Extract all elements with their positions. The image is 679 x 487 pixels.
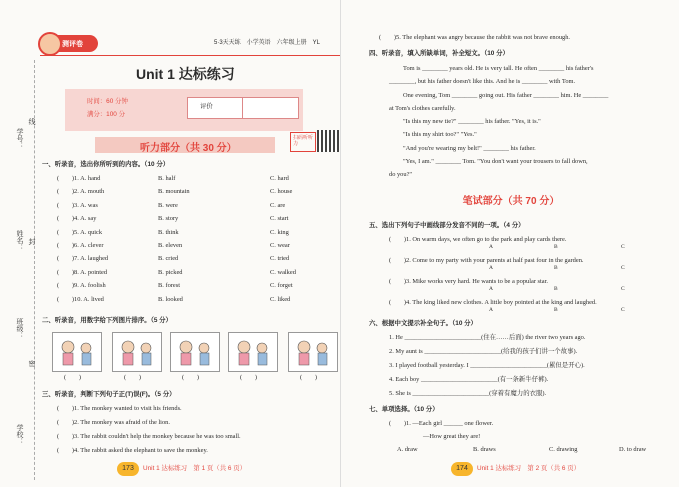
q7-item-1-reply: —How great they are!: [423, 433, 481, 440]
q1-row-1-b: B. half: [158, 175, 176, 182]
listening-section-bar: [95, 137, 275, 153]
q1-row-5-c: C. king: [270, 228, 289, 236]
side-label-seal: 封: [28, 238, 35, 245]
q7-heading: 七、单项选择。（10 分）: [369, 406, 439, 413]
page-number-left: 173: [117, 462, 139, 476]
q2-answer-blank-3[interactable]: ( ): [182, 374, 200, 381]
q1-heading: 一、听录音，选出你所听到的内容。（10 分）: [42, 161, 170, 168]
q7-option-b: B. draws: [473, 446, 496, 453]
qr-code-icon[interactable]: [317, 130, 339, 152]
q5-item-2-label-1: B: [554, 265, 558, 271]
q1-row-7-num: ( )7. A. laughed: [57, 255, 109, 263]
q1-row-3-c: C. are: [270, 201, 286, 209]
q2-picture-1: [52, 332, 102, 372]
score-label: 满分：100 分: [87, 111, 126, 118]
q7-option-c: C. drawing: [549, 446, 578, 453]
q4-heading: 四、听录音，填入所缺单词，补全短文。（10 分）: [369, 50, 509, 57]
q1-row-8-num: ( )8. A. pointed: [57, 268, 108, 276]
q5-item-1-label-2: C: [621, 244, 625, 250]
q1-row-1-c: C. hard: [270, 175, 289, 182]
side-label-school: 学校：: [16, 424, 23, 445]
q1-row-1-num: ( )1. A. hand: [57, 175, 101, 182]
q1-row-8-b: B. picked: [158, 268, 183, 276]
q1-row-2-b: B. mountain: [158, 188, 190, 196]
q1-row-4-b: B. story: [158, 215, 179, 223]
q1-row-10-b: B. looked: [158, 295, 183, 303]
q4-line-8: "Yes, I am." ________ Tom. "You don't want your trousers to fall down,: [403, 158, 588, 165]
q7-option-a: A. draw: [397, 446, 418, 453]
q5-item-4-label-1: B: [554, 307, 558, 313]
q1-row-10-c: C. liked: [270, 295, 291, 303]
page-title: Unit 1 达标练习: [136, 66, 235, 82]
q1-row-7-b: B. cried: [158, 255, 179, 263]
q3-item-5: ( )5. The elephant was angry because the rabbit was not brave enough.: [379, 34, 571, 41]
q5-item-3-label-0: A: [489, 286, 493, 292]
q5-item-3-label-1: B: [554, 286, 558, 292]
q1-row-9-num: ( )9. A. foolish: [57, 282, 106, 290]
q6-item-1: 1. He ________________________(住在……后面) the river two years ago.: [389, 334, 586, 341]
q2-heading: 二、听录音，用数字给下列图片排序。（5 分）: [42, 317, 172, 324]
q3-heading: 三、听录音，判断下列句子正(T)误(F)。（5 分）: [42, 391, 176, 398]
q2-picture-5: [288, 332, 338, 372]
q4-line-7: "And you're wearing my belt!" ________ his father.: [403, 145, 536, 152]
q4-line-5: "Is this my new tie?" ________ his father. "Yes, it is.": [403, 118, 541, 125]
q6-item-2: 2. My aunt is ________________________(给我的孩子们讲一个故事).: [389, 348, 578, 355]
q4-line-9: do you?": [389, 171, 413, 178]
q1-row-2-c: C. house: [270, 188, 293, 196]
listening-section-title: 听力部分（共 30 分）: [140, 143, 237, 154]
q1-row-3-b: B. were: [158, 201, 178, 209]
info-box: [65, 89, 303, 131]
written-section-bar: [441, 192, 581, 208]
q5-item-1: ( )1. On warm days, we often go to the park and play cards there.: [389, 236, 567, 243]
series-label: 5·3天天练 小学英语 六年级上册 YL: [214, 40, 321, 46]
q1-row-4-num: ( )4. A. say: [57, 215, 97, 223]
q7-item-1: ( )1. —Each girl ______ one flower.: [389, 420, 494, 427]
footer-left: Unit 1 达标练习 第 1 页（共 6 页）: [143, 465, 246, 472]
side-label-class: 班级：: [16, 318, 23, 339]
side-label-secret: 密: [28, 360, 35, 367]
q4-line-1: Tom is ________ years old. He is very tall. He often ________ his father's: [403, 65, 594, 72]
q2-answer-blank-4[interactable]: ( ): [240, 374, 258, 381]
rating-divider: [242, 97, 243, 118]
q5-item-4: ( )4. The king liked new clothes. A little boy pointed at the king and laughed.: [389, 299, 597, 306]
q4-line-2: ________, but his father doesn't like this. And he is ________ with Tom.: [389, 78, 576, 85]
q2-picture-3: [170, 332, 220, 372]
q6-heading: 六、根据中文提示补全句子。（10 分）: [369, 320, 477, 327]
q2-answer-blank-5[interactable]: ( ): [300, 374, 318, 381]
q4-line-3: One evening, Tom ________ going out. His father ________ him. He ________: [403, 92, 609, 99]
q5-item-4-label-2: C: [621, 307, 625, 313]
q5-item-2-label-2: C: [621, 265, 625, 271]
q6-item-4: 4. Each boy ________________________(有一条新牛仔裤).: [389, 376, 549, 383]
q6-item-5: 5. She is ________________________(穿着有魔力的衣服).: [389, 390, 547, 397]
q5-item-1-label-0: A: [489, 244, 493, 250]
test-badge: [40, 35, 98, 52]
time-label: 时间：60 分钟: [87, 98, 128, 105]
q1-row-6-num: ( )6. A. clever: [57, 242, 104, 249]
badge-label: 测评卷: [62, 41, 83, 48]
header-rule: [40, 55, 340, 56]
page-number-right: 174: [451, 462, 473, 476]
q2-answer-blank-2[interactable]: ( ): [124, 374, 142, 381]
q1-row-10-num: ( )10. A. lived: [57, 295, 104, 303]
q1-row-6-b: B. eleven: [158, 242, 183, 249]
q3-item-1: ( )1. The monkey wanted to visit his friends.: [57, 405, 182, 412]
q1-row-9-c: C. forget: [270, 282, 293, 290]
q1-row-7-c: C. tried: [270, 255, 290, 263]
q5-item-4-label-0: A: [489, 307, 493, 313]
q1-row-5-num: ( )5. A. quick: [57, 228, 103, 236]
rating-label: 评价: [200, 103, 213, 110]
q3-item-4: ( )4. The rabbit asked the elephant to save the monkey.: [57, 447, 208, 454]
footer-right: Unit 1 达标练习 第 2 页（共 6 页）: [477, 465, 580, 472]
q5-heading: 五、选出下列句子中画线部分发音不同的一项。（4 分）: [369, 222, 525, 229]
q7-option-d: D. to draw: [619, 446, 647, 453]
written-section-title: 笔试部分（共 70 分）: [462, 196, 560, 207]
q4-line-4: at Tom's clothes carefully.: [389, 105, 456, 112]
side-label-line: 线: [28, 118, 35, 125]
q5-item-2-label-0: A: [489, 265, 493, 271]
q3-item-3: ( )3. The rabbit couldn't help the monkey because he was too small.: [57, 433, 241, 440]
q2-answer-blank-1[interactable]: ( ): [64, 374, 82, 381]
q5-item-3-label-2: C: [621, 286, 625, 292]
q1-row-8-c: C. walked: [270, 268, 296, 276]
q5-item-2: ( )2. Come to my party with your parents at half past four in the garden.: [389, 257, 584, 264]
q4-line-6: "Is this my shirt too?" "Yes.": [403, 131, 477, 138]
q1-row-5-b: B. think: [158, 228, 179, 236]
q6-item-3: 3. I played football yesterday. I ________________________(累但是开心).: [389, 362, 585, 369]
q1-row-6-c: C. wear: [270, 242, 290, 249]
q2-picture-4: [228, 332, 278, 372]
q1-row-2-num: ( )2. A. mouth: [57, 188, 105, 196]
q1-row-3-num: ( )3. A. was: [57, 201, 98, 209]
q2-picture-2: [112, 332, 162, 372]
q3-item-2: ( )2. The monkey was afraid of the lion.: [57, 419, 170, 426]
q1-row-4-c: C. start: [270, 215, 289, 223]
audio-stamp: 扫码听听力: [290, 132, 316, 152]
q5-item-3: ( )3. Mike works very hard. He wants to be a popular star.: [389, 278, 549, 285]
q1-row-9-b: B. forest: [158, 282, 181, 290]
mascot-icon: [38, 32, 62, 56]
right-page: [340, 0, 679, 487]
side-label-name: 姓名：: [16, 230, 23, 251]
side-label-student-number: 学号：: [16, 128, 23, 149]
q5-item-1-label-1: B: [554, 244, 558, 250]
